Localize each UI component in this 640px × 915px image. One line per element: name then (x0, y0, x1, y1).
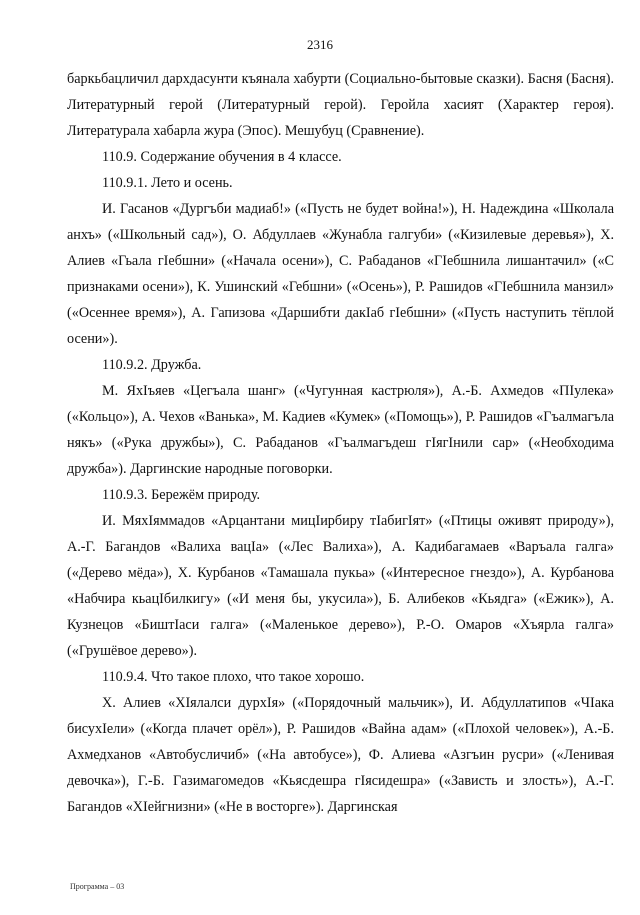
section-heading-110-9: 110.9. Содержание обучения в 4 классе. (102, 149, 342, 165)
document-body (67, 66, 614, 820)
paragraph-works-list: И. МяхIяммадов «Арцантани мицIирбиру тIабигIят» («Птицы оживят природу»), А.-Г. Багандов «Валиха вацIа» («Лес Валиха»), А. Кадибагамаев «Варъала галга» («Дерево мёда»), Х. Курбанов «Тамашала пукьа» («Интересное гнездо»), А. Курбанова «Набчира кьацIбилкигу» («И меня бы, укусила»), Б. Алибеков «Кьядга» («Ежик»), А. Кузнецов «БиштIаси галга» («Маленькое дерево»), Р.-О. Омаров «Хъярла галга» («Грушёвое дерево»). (67, 513, 614, 659)
page-number: 2316 (307, 37, 333, 52)
section-heading-110-9-2: 110.9.2. Дружба. (102, 357, 202, 373)
paragraph-continuation: баркьбацличил дархдасунти къянала хабурти (Социально-бытовые сказки). Басня (Басня). Литературный герой (Литературный герой). Геройла хасият (Характер героя). Литературала хабарла жура (Эпос). Мешубуц (Сравнение). (67, 71, 614, 139)
section-heading-110-9-4: 110.9.4. Что такое плохо, что такое хорошо. (102, 669, 365, 685)
paragraph-works-list: Х. Алиев «ХIялалси дурхIя» («Порядочный мальчик»), И. Абдуллатипов «ЧIака бисухIели» («Когда плачет орёл»), Р. Рашидов «Вайна адам» («Плохой человек»), А.-Б. Ахмедханов «Автобусличиб» («На автобусе»), Ф. Алиева «Азгъин русри» («Ленивая девочка»), Г.-Б. Газимагомедов «Кьясдешра гIясидешра» («Зависть и злость»), А.-Г. Багандов «ХIейгнизни» («Не в восторге»). Даргинская (67, 695, 614, 815)
paragraph-works-list: М. ЯхIъяев «Цегъала шанг» («Чугунная кастрюля»), А.-Б. Ахмедов «ПIулека» («Кольцо»), А. Чехов «Ванька», М. Кадиев «Кумек» («Помощь»), Р. Рашидов «Гъалмагъла някъ» («Рука дружбы»), С. Рабаданов «Гъалмагъдеш гIягIнили сар» («Необходима дружба»). Даргинские народные поговорки. (67, 383, 614, 477)
page-footer: Программа – 03 (70, 882, 125, 891)
paragraph-works-list: И. Гасанов «Дургъби мадиаб!» («Пусть не будет война!»), Н. Надеждина «Школала анхъ» («Школьный сад»), О. Абдуллаев «Жунабла галгуби» («Кизилевые деревья»), Х. Алиев «Гьала гIебшни» («Начала осени»), С. Рабаданов «ГIебшнила лишантачил» («С признаками осени»), К. Ушинский «Гебшни» («Осень»), Р. Рашидов «ГIебшнила манзил» («Осеннее время»), А. Гапизова «Даршибти дакIаб гIебшни» («Пусть наступить тёплой осени»). (67, 201, 614, 347)
section-heading-110-9-3: 110.9.3. Бережём природу. (102, 487, 261, 503)
section-heading-110-9-1: 110.9.1. Лето и осень. (102, 175, 233, 191)
